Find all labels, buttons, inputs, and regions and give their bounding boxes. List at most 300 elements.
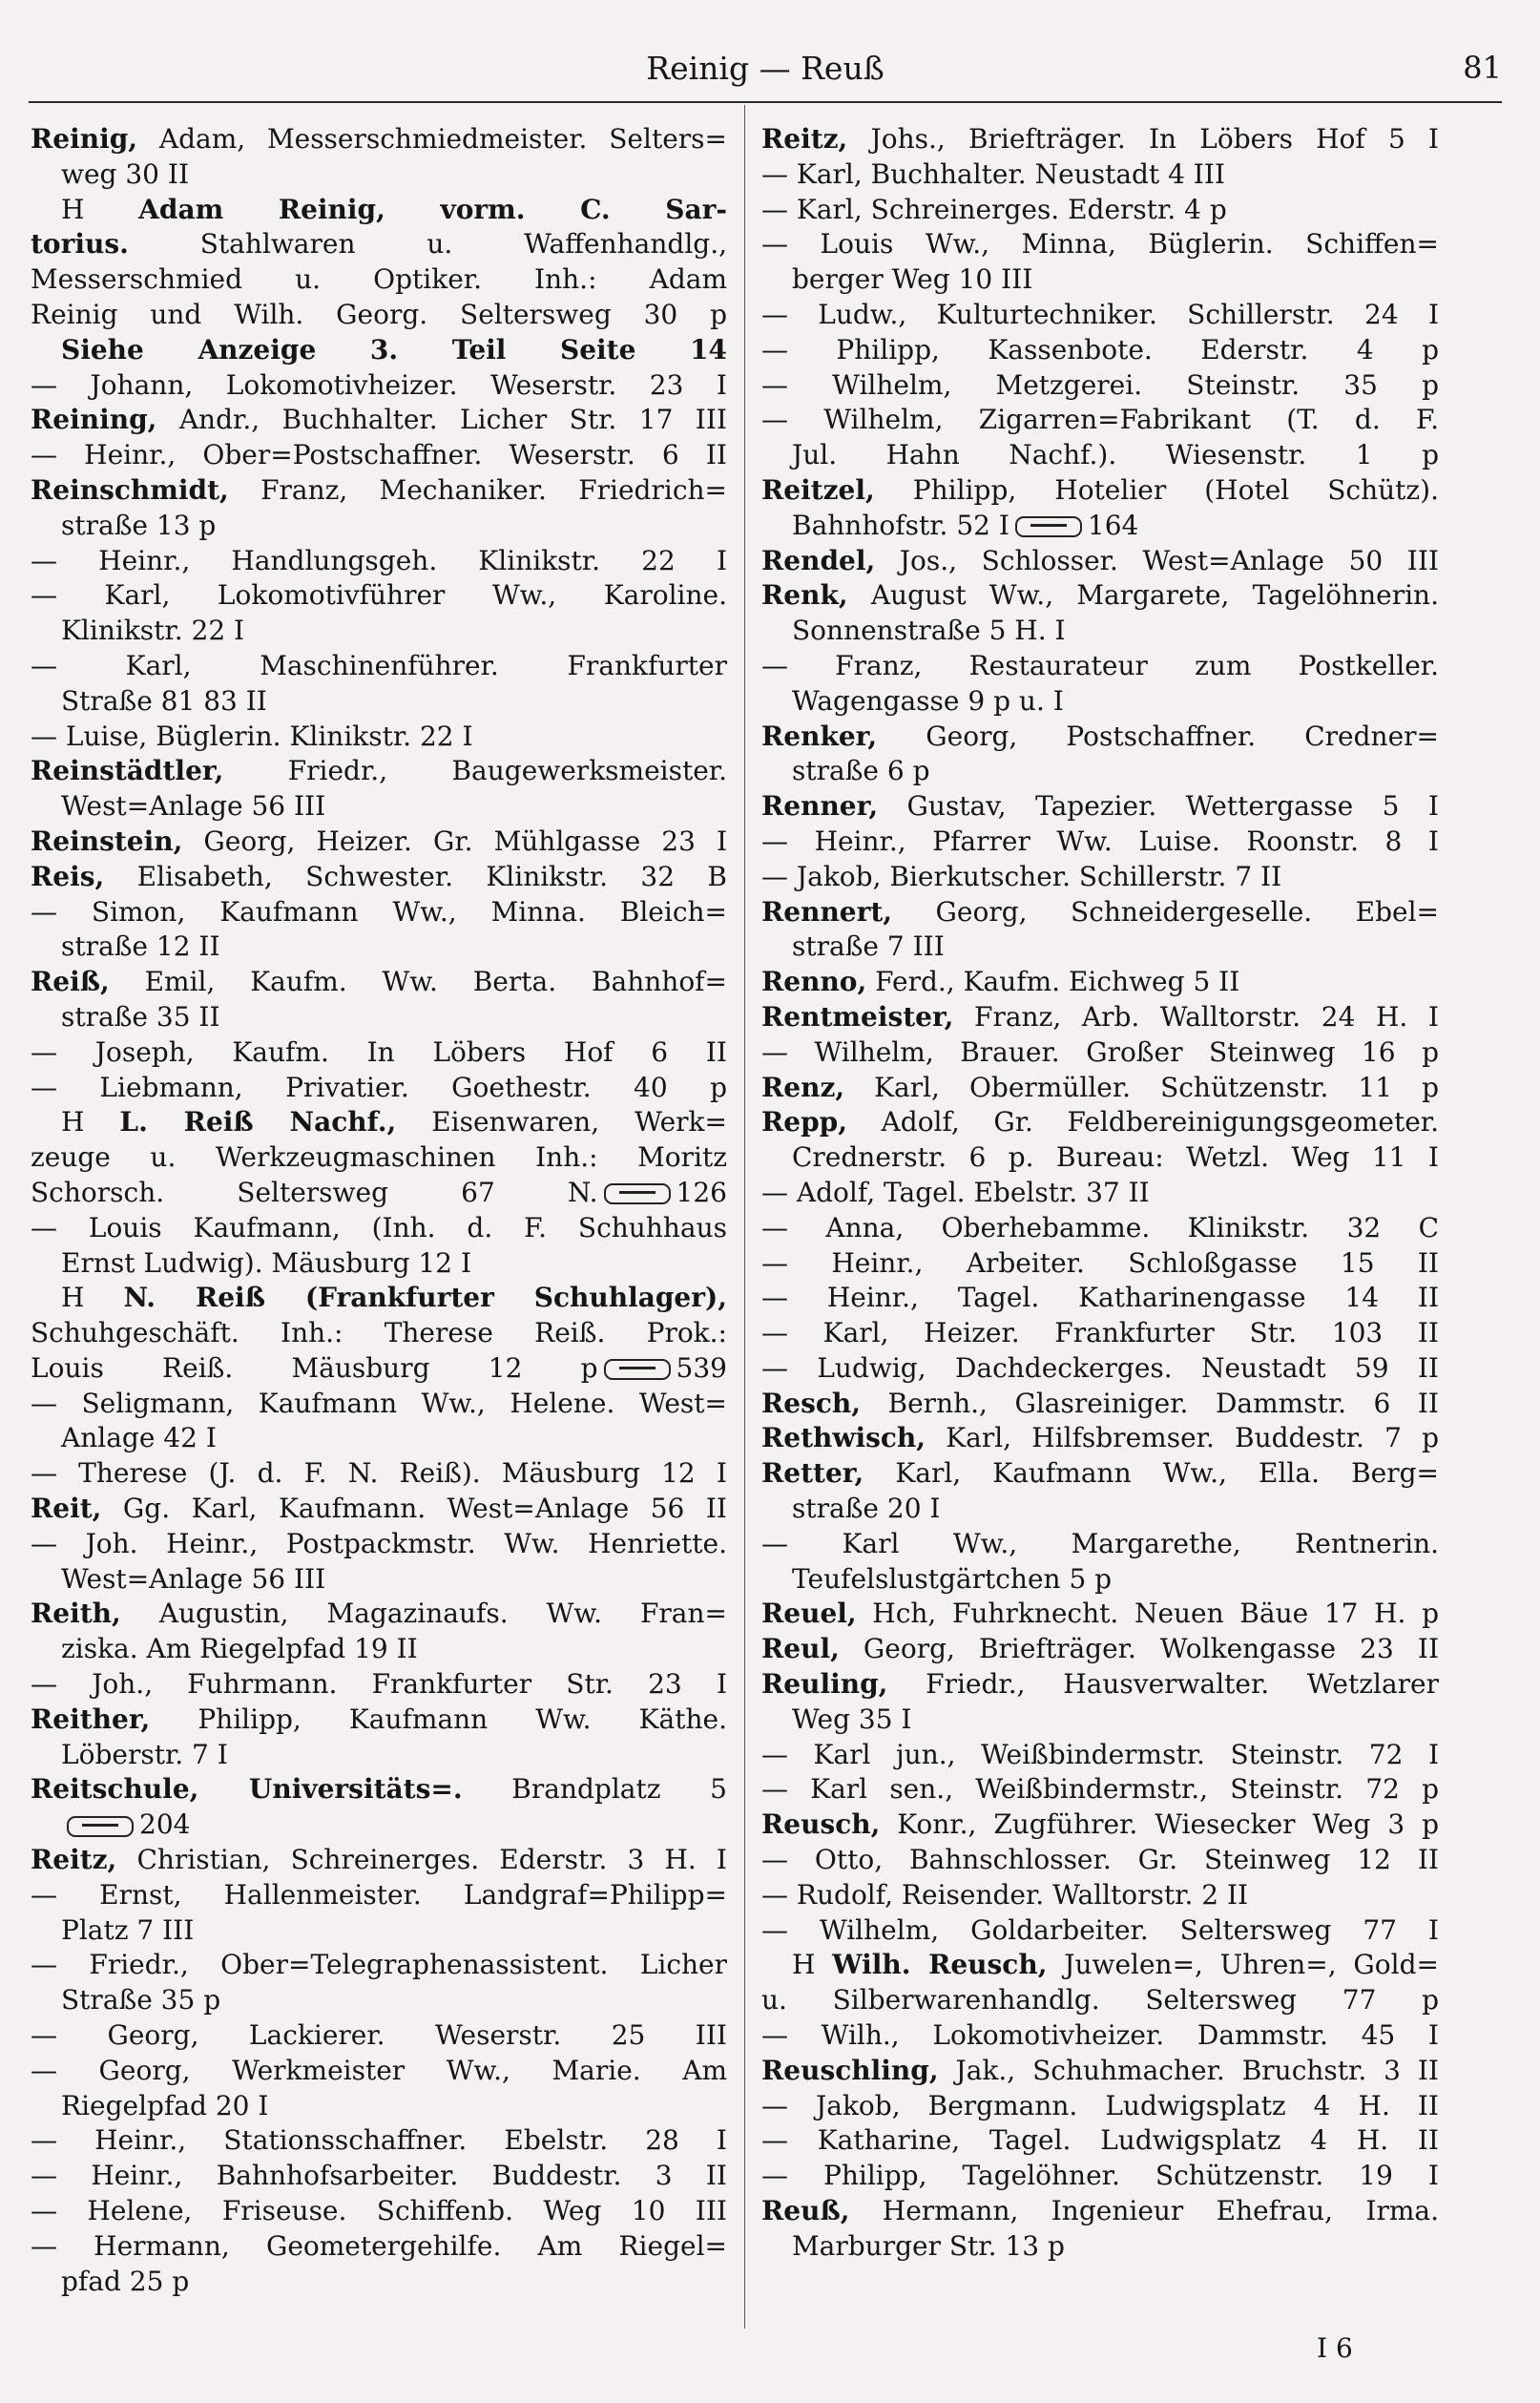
entry-text: — Jakob, Bierkutscher. Schillerstr. 7 II bbox=[761, 860, 1282, 892]
entry-text: Platz 7 III bbox=[61, 1913, 195, 1946]
entry-text: — Joh., Fuhrmann. Frankfurter Str. 23 I bbox=[31, 1668, 727, 1701]
directory-line bbox=[761, 262, 1439, 298]
directory-line bbox=[31, 1878, 727, 1913]
entry-text: — Friedr., Ober=Telegraphenassistent. Licher bbox=[31, 1949, 727, 1981]
entry-surname: Repp, bbox=[761, 1106, 847, 1139]
directory-line bbox=[31, 1387, 727, 1422]
entry-text: West=Anlage 56 III bbox=[61, 1562, 326, 1595]
entry-text: Marburger Str. 13 p bbox=[792, 2229, 1065, 2262]
entry-text: Brandplatz 5 bbox=[462, 1773, 727, 1806]
entry-text: — Anna, Oberhebamme. Klinikstr. 32 C bbox=[761, 1211, 1439, 1243]
directory-line bbox=[31, 1351, 727, 1387]
entry-text: Hch, Fuhrknecht. Neuen Bäue 17 H. p bbox=[856, 1598, 1439, 1630]
directory-line bbox=[761, 1281, 1439, 1316]
entry-text: — Adolf, Tagel. Ebelstr. 37 II bbox=[761, 1176, 1150, 1208]
entry-surname: Reuling, bbox=[761, 1668, 888, 1701]
directory-line bbox=[761, 1597, 1439, 1632]
directory-line bbox=[31, 473, 727, 509]
directory-line bbox=[31, 1071, 727, 1106]
entry-text: Schorsch. Seltersweg 67 N. bbox=[31, 1176, 598, 1208]
directory-line bbox=[761, 1772, 1439, 1807]
directory-line bbox=[761, 1703, 1439, 1738]
entry-text: Gg. Karl, Kaufmann. West=Anlage 56 II bbox=[101, 1493, 727, 1525]
entry-text: — Georg, Lackierer. Weserstr. 25 III bbox=[31, 2019, 727, 2052]
entry-surname: Rendel, bbox=[761, 544, 876, 576]
entry-text: — Wilh., Lokomotivheizer. Dammstr. 45 I bbox=[761, 2019, 1439, 2052]
directory-line bbox=[761, 122, 1439, 157]
entry-surname: Reitzel, bbox=[761, 473, 875, 506]
directory-line bbox=[761, 2089, 1439, 2124]
entry-text: Riegelpfad 20 I bbox=[61, 2089, 269, 2121]
entry-surname: Renner, bbox=[761, 790, 879, 823]
directory-line bbox=[761, 298, 1439, 333]
directory-line bbox=[31, 1667, 727, 1703]
entry-surname: Wilh. Reusch, bbox=[832, 1949, 1048, 1981]
entry-text: Klinikstr. 22 I bbox=[61, 615, 245, 647]
directory-line bbox=[31, 649, 727, 684]
entry-text: Schuhgeschäft. Inh.: Therese Reiß. Prok.: bbox=[31, 1317, 727, 1349]
entry-text: Gustav, Tapezier. Wettergasse 5 I bbox=[878, 790, 1439, 823]
entry-surname: Rennert, bbox=[761, 895, 893, 928]
entry-text: 126 bbox=[676, 1176, 727, 1208]
directory-line bbox=[31, 368, 727, 404]
directory-line bbox=[31, 789, 727, 825]
entry-surname: Reitz, bbox=[761, 123, 848, 155]
entry-surname: Reither, bbox=[31, 1703, 151, 1735]
telephone-icon bbox=[604, 1183, 671, 1204]
entry-surname: Reith, bbox=[31, 1598, 121, 1630]
directory-line bbox=[31, 825, 727, 860]
entry-text: straße 35 II bbox=[61, 1000, 220, 1033]
entry-text: — Luise, Büglerin. Klinikstr. 22 I bbox=[31, 720, 473, 752]
entry-text: Konr., Zugführer. Wiesecker Weg 3 p bbox=[880, 1808, 1439, 1841]
entry-text: Franz, Mechaniker. Friedrich= bbox=[228, 473, 727, 506]
running-head: Reinig — Reuß bbox=[646, 50, 884, 87]
entry-text: — Karl, Heizer. Frankfurter Str. 103 II bbox=[761, 1317, 1439, 1349]
directory-line bbox=[31, 2159, 727, 2194]
entry-text: Bahnhofstr. 52 I bbox=[792, 509, 1009, 541]
entry-text: — Heinr., Handlungsgeh. Klinikstr. 22 I bbox=[31, 544, 727, 576]
entry-text: zeuge u. Werkzeugmaschinen Inh.: Moritz bbox=[31, 1141, 727, 1174]
directory-line bbox=[761, 1843, 1439, 1878]
entry-text: — Simon, Kaufmann Ww., Minna. Bleich= bbox=[31, 895, 727, 928]
entry-text: — Philipp, Kassenbote. Ederstr. 4 p bbox=[761, 333, 1439, 366]
directory-line bbox=[31, 1281, 727, 1316]
entry-text: Friedr., Hausverwalter. Wetzlarer bbox=[887, 1668, 1439, 1701]
entry-text: Franz, Arb. Walltorstr. 24 H. I bbox=[953, 1000, 1439, 1033]
directory-line bbox=[761, 227, 1439, 262]
entry-text: — Heinr., Stationsschaffner. Ebelstr. 28 I bbox=[31, 2124, 727, 2157]
directory-line bbox=[761, 544, 1439, 579]
directory-line bbox=[761, 438, 1439, 473]
entry-text: Friedr., Baugewerksmeister. bbox=[223, 755, 727, 787]
directory-line bbox=[761, 2123, 1439, 2159]
entry-surname: Reiß, bbox=[31, 966, 110, 998]
entry-text: Crednerstr. 6 p. Bureau: Wetzl. Weg 11 I bbox=[792, 1141, 1439, 1174]
entry-text: Elisabeth, Schwester. Klinikstr. 32 B bbox=[104, 860, 727, 892]
directory-line bbox=[31, 1948, 727, 1983]
entry-text: Emil, Kaufm. Ww. Berta. Bahnhof= bbox=[109, 966, 727, 998]
entry-text: straße 20 I bbox=[792, 1493, 941, 1525]
entry-text: Adolf, Gr. Feldbereinigungsgeometer. bbox=[847, 1106, 1439, 1139]
entry-text: — Ludw., Kulturtechniker. Schillerstr. 24 I bbox=[761, 298, 1439, 330]
directory-line bbox=[761, 157, 1439, 193]
entry-text: Jul. Hahn Nachf.). Wiesenstr. 1 p bbox=[792, 439, 1439, 471]
directory-line bbox=[761, 473, 1439, 509]
directory-line bbox=[31, 2054, 727, 2089]
entry-text: Straße 35 p bbox=[61, 1984, 221, 2016]
directory-line bbox=[761, 1983, 1439, 2018]
entry-text: — Wilhelm, Brauer. Großer Steinweg 16 p bbox=[761, 1035, 1439, 1068]
directory-line bbox=[761, 193, 1439, 228]
entry-text: Jak., Schuhmacher. Bruchstr. 3 II bbox=[938, 2054, 1439, 2086]
entry-text: — Karl, Buchhalter. Neustadt 4 III bbox=[761, 157, 1225, 190]
directory-line bbox=[761, 720, 1439, 755]
entry-surname: Reis, bbox=[31, 860, 105, 892]
entry-text: Karl, Hilfsbremser. Buddestr. 7 p bbox=[926, 1422, 1439, 1454]
entry-text: — Louis Ww., Minna, Büglerin. Schiffen= bbox=[761, 228, 1439, 261]
directory-line bbox=[761, 1246, 1439, 1282]
directory-line bbox=[761, 895, 1439, 930]
entry-text: — Franz, Restaurateur zum Postkeller. bbox=[761, 649, 1439, 681]
entry-text: Anlage 42 I bbox=[61, 1422, 217, 1454]
entry-text: — Heinr., Ober=Postschaffner. Weserstr. 6 II bbox=[31, 439, 727, 471]
directory-line bbox=[761, 1071, 1439, 1106]
signature-mark: I 6 bbox=[1317, 2332, 1353, 2364]
directory-line bbox=[761, 930, 1439, 965]
entry-text: H bbox=[61, 193, 139, 225]
entry-surname: Reitz, bbox=[31, 1844, 117, 1876]
entry-surname: Reining, bbox=[31, 404, 157, 436]
directory-line bbox=[31, 2265, 727, 2300]
entry-text: — Karl sen., Weißbindermstr., Steinstr. 72 p bbox=[761, 1773, 1439, 1806]
entry-surname: Renk, bbox=[761, 579, 848, 612]
entry-text: Augustin, Magazinaufs. Ww. Fran= bbox=[120, 1598, 727, 1630]
entry-text: Weg 35 I bbox=[792, 1703, 912, 1735]
directory-line bbox=[761, 825, 1439, 860]
entry-text: Philipp, Hotelier (Hotel Schütz). bbox=[874, 473, 1439, 506]
directory-line bbox=[31, 544, 727, 579]
entry-text: Georg, Briefträger. Wolkengasse 23 II bbox=[839, 1633, 1439, 1665]
entry-text: — Joseph, Kaufm. In Löbers Hof 6 II bbox=[31, 1035, 727, 1068]
directory-line bbox=[761, 614, 1439, 649]
entry-text: H bbox=[792, 1949, 833, 1981]
entry-text: — Otto, Bahnschlosser. Gr. Steinweg 12 II bbox=[761, 1844, 1439, 1876]
entry-text: pfad 25 p bbox=[61, 2265, 190, 2297]
directory-line bbox=[761, 1176, 1439, 1211]
entry-text: Bernh., Glasreiniger. Dammstr. 6 II bbox=[861, 1387, 1439, 1419]
directory-line bbox=[31, 2123, 727, 2159]
directory-line bbox=[31, 754, 727, 789]
entry-surname: Retter, bbox=[761, 1457, 864, 1490]
directory-line bbox=[31, 2229, 727, 2265]
entry-text: — Louis Kaufmann, (Inh. d. F. Schuhhaus bbox=[31, 1211, 727, 1243]
directory-line bbox=[31, 2194, 727, 2229]
directory-line bbox=[761, 1000, 1439, 1035]
entry-surname: Reuschling, bbox=[761, 2054, 939, 2086]
entry-text: — Ludwig, Dachdeckerges. Neustadt 59 II bbox=[761, 1351, 1439, 1384]
entry-surname: Adam Reinig, vorm. C. Sar- bbox=[138, 193, 727, 225]
entry-text: Teufelslustgärtchen 5 p bbox=[792, 1562, 1113, 1595]
directory-line bbox=[31, 965, 727, 1000]
entry-surname: Reinig, bbox=[31, 123, 138, 155]
directory-line bbox=[31, 262, 727, 298]
directory-line bbox=[31, 1421, 727, 1456]
entry-text: — Karl, Schreinerges. Ederstr. 4 p bbox=[761, 193, 1227, 225]
directory-line bbox=[761, 1878, 1439, 1913]
entry-text: Straße 81 83 II bbox=[61, 684, 267, 717]
directory-line bbox=[31, 1140, 727, 1176]
entry-text: u. Silberwarenhandlg. Seltersweg 77 p bbox=[761, 1984, 1439, 2016]
telephone-icon bbox=[1015, 516, 1082, 537]
directory-line bbox=[761, 1140, 1439, 1176]
column-divider bbox=[744, 105, 745, 2329]
entry-text: Georg, Heizer. Gr. Mühlgasse 23 I bbox=[182, 825, 727, 857]
directory-line bbox=[761, 1105, 1439, 1140]
entry-text: — Wilhelm, Metzgerei. Steinstr. 35 p bbox=[761, 368, 1439, 401]
directory-line bbox=[31, 1703, 727, 1738]
directory-line bbox=[761, 1913, 1439, 1949]
entry-surname: Reinstein, bbox=[31, 825, 183, 857]
entry-surname: Reit, bbox=[31, 1493, 102, 1525]
directory-line bbox=[761, 789, 1439, 825]
entry-text: — Seligmann, Kaufmann Ww., Helene. West= bbox=[31, 1387, 727, 1419]
entry-surname: Rethwisch, bbox=[761, 1422, 926, 1454]
entry-surname: Siehe Anzeige 3. Teil Seite 14 bbox=[61, 333, 727, 366]
entry-text: weg 30 II bbox=[61, 157, 190, 190]
entry-text: Wagengasse 9 p u. I bbox=[792, 684, 1064, 717]
directory-line bbox=[31, 438, 727, 473]
directory-line bbox=[31, 1176, 727, 1211]
directory-line bbox=[761, 684, 1439, 720]
entry-text: — Helene, Friseuse. Schiffenb. Weg 10 III bbox=[31, 2195, 727, 2227]
directory-line bbox=[31, 1913, 727, 1949]
directory-line bbox=[31, 1738, 727, 1773]
directory-line bbox=[761, 2159, 1439, 2194]
entry-text: — Philipp, Tagelöhner. Schützenstr. 19 I bbox=[761, 2160, 1439, 2192]
directory-line bbox=[761, 368, 1439, 404]
directory-line bbox=[761, 403, 1439, 438]
entry-surname: Reusch, bbox=[761, 1808, 881, 1841]
entry-text: Jos., Schlosser. West=Anlage 50 III bbox=[875, 544, 1439, 576]
directory-line bbox=[31, 1597, 727, 1632]
directory-line bbox=[31, 1562, 727, 1598]
entry-text: Andr., Buchhalter. Licher Str. 17 III bbox=[156, 404, 727, 436]
right-column bbox=[761, 122, 1439, 2265]
directory-line bbox=[761, 1456, 1439, 1492]
directory-line bbox=[31, 1843, 727, 1878]
entry-text: Stahlwaren u. Waffenhandlg., bbox=[128, 228, 727, 261]
entry-text: 539 bbox=[676, 1351, 727, 1384]
directory-line bbox=[761, 649, 1439, 684]
entry-text: Karl, Obermüller. Schützenstr. 11 p bbox=[844, 1071, 1439, 1103]
directory-line bbox=[31, 1983, 727, 2018]
directory-line bbox=[761, 1667, 1439, 1703]
directory-line bbox=[31, 1492, 727, 1527]
entry-text: Hermann, Ingenieur Ehefrau, Irma. bbox=[849, 2195, 1439, 2227]
entry-surname: Reitschule, Universitäts=. bbox=[31, 1773, 463, 1806]
entry-text: Johs., Briefträger. In Löbers Hof 5 I bbox=[847, 123, 1439, 155]
directory-line bbox=[31, 895, 727, 930]
directory-line bbox=[31, 509, 727, 544]
entry-text: berger Weg 10 III bbox=[792, 263, 1033, 296]
entry-surname: Renker, bbox=[761, 720, 878, 752]
entry-text: Karl, Kaufmann Ww., Ella. Berg= bbox=[864, 1457, 1439, 1490]
directory-line bbox=[761, 333, 1439, 368]
directory-line bbox=[761, 1562, 1439, 1598]
entry-text: Philipp, Kaufmann Ww. Käthe. bbox=[150, 1703, 727, 1735]
entry-text: straße 12 II bbox=[61, 930, 220, 963]
entry-text: Louis Reiß. Mäusburg 12 p bbox=[31, 1351, 598, 1384]
entry-surname: Resch, bbox=[761, 1387, 862, 1419]
directory-line bbox=[31, 1105, 727, 1140]
entry-text: — Karl jun., Weißbindermstr. Steinstr. 72 I bbox=[761, 1738, 1439, 1770]
directory-line bbox=[761, 1807, 1439, 1843]
directory-line bbox=[761, 1492, 1439, 1527]
directory-line bbox=[31, 930, 727, 965]
entry-text: Ferd., Kaufm. Eichweg 5 II bbox=[866, 966, 1240, 998]
telephone-icon bbox=[604, 1359, 671, 1380]
directory-line bbox=[31, 1000, 727, 1035]
directory-line bbox=[761, 2054, 1439, 2089]
directory-line bbox=[31, 578, 727, 614]
directory-line bbox=[31, 193, 727, 228]
directory-line bbox=[761, 1738, 1439, 1773]
entry-text: Sonnenstraße 5 H. I bbox=[792, 615, 1066, 647]
page-header bbox=[29, 50, 1502, 97]
directory-line bbox=[761, 860, 1439, 895]
directory-line bbox=[761, 1527, 1439, 1562]
directory-line bbox=[761, 1421, 1439, 1456]
directory-line bbox=[31, 122, 727, 157]
entry-text: — Heinr., Tagel. Katharinengasse 14 II bbox=[761, 1282, 1439, 1314]
entry-text: — Heinr., Bahnhofsarbeiter. Buddestr. 3 II bbox=[31, 2160, 727, 2192]
entry-surname: Rentmeister, bbox=[761, 1000, 954, 1033]
directory-line bbox=[31, 1456, 727, 1492]
directory-line bbox=[31, 403, 727, 438]
directory-line bbox=[761, 578, 1439, 614]
directory-line bbox=[31, 1316, 727, 1351]
entry-surname: Reuel, bbox=[761, 1598, 857, 1630]
entry-text: Ernst Ludwig). Mäusburg 12 I bbox=[61, 1246, 472, 1279]
entry-surname: Reuß, bbox=[761, 2195, 850, 2227]
entry-text: — Jakob, Bergmann. Ludwigsplatz 4 H. II bbox=[761, 2089, 1439, 2121]
directory-line bbox=[31, 157, 727, 193]
entry-text: Reinig und Wilh. Georg. Seltersweg 30 p bbox=[31, 298, 727, 330]
directory-line bbox=[31, 1772, 727, 1807]
entry-text: — Hermann, Geometergehilfe. Am Riegel= bbox=[31, 2229, 727, 2262]
entry-text: Löberstr. 7 I bbox=[61, 1738, 228, 1770]
header-rule bbox=[29, 101, 1502, 103]
directory-line bbox=[31, 720, 727, 755]
entry-text: — Liebmann, Privatier. Goethestr. 40 p bbox=[31, 1071, 727, 1103]
entry-text: Georg, Schneidergeselle. Ebel= bbox=[892, 895, 1439, 928]
directory-line bbox=[31, 614, 727, 649]
entry-text: 204 bbox=[139, 1808, 191, 1841]
entry-text: Messerschmied u. Optiker. Inh.: Adam bbox=[31, 263, 727, 296]
entry-text: straße 13 p bbox=[61, 509, 217, 541]
directory-line bbox=[31, 1632, 727, 1667]
entry-text: — Therese (J. d. F. N. Reiß). Mäusburg 12 I bbox=[31, 1457, 727, 1490]
entry-text: West=Anlage 56 III bbox=[61, 790, 326, 823]
directory-line bbox=[761, 754, 1439, 789]
directory-line bbox=[31, 227, 727, 262]
page-number: 81 bbox=[1463, 50, 1502, 86]
entry-text: — Johann, Lokomotivheizer. Weserstr. 23 I bbox=[31, 368, 727, 401]
entry-text: — Georg, Werkmeister Ww., Marie. Am bbox=[31, 2054, 727, 2086]
entry-text: — Joh. Heinr., Postpackmstr. Ww. Henriette. bbox=[31, 1527, 727, 1559]
directory-line bbox=[761, 509, 1439, 544]
entry-text: Christian, Schreinerges. Ederstr. 3 H. I bbox=[116, 1844, 727, 1876]
entry-text: Adam, Messerschmiedmeister. Selters= bbox=[137, 123, 727, 155]
entry-text: — Ernst, Hallenmeister. Landgraf=Philipp= bbox=[31, 1878, 727, 1911]
directory-line bbox=[31, 1807, 727, 1843]
entry-text: — Katharine, Tagel. Ludwigsplatz 4 H. II bbox=[761, 2124, 1439, 2157]
entry-surname: L. Reiß Nachf., bbox=[119, 1106, 397, 1139]
entry-text: — Heinr., Arbeiter. Schloßgasse 15 II bbox=[761, 1246, 1439, 1279]
entry-surname: Reul, bbox=[761, 1633, 840, 1665]
entry-text: Georg, Postschaffner. Credner= bbox=[877, 720, 1439, 752]
entry-text: — Karl Ww., Margarethe, Rentnerin. bbox=[761, 1527, 1439, 1559]
directory-line bbox=[761, 2194, 1439, 2229]
entry-text: — Wilhelm, Zigarren=Fabrikant (T. d. F. bbox=[761, 404, 1439, 436]
directory-line bbox=[31, 2089, 727, 2124]
entry-surname: torius. bbox=[31, 228, 129, 261]
directory-line bbox=[31, 1527, 727, 1562]
directory-line bbox=[31, 684, 727, 720]
directory-line bbox=[761, 1035, 1439, 1071]
telephone-icon bbox=[67, 1816, 134, 1837]
entry-text: — Wilhelm, Goldarbeiter. Seltersweg 77 I bbox=[761, 1913, 1439, 1946]
directory-line bbox=[761, 2229, 1439, 2265]
directory-line bbox=[761, 1211, 1439, 1246]
directory-line bbox=[761, 1316, 1439, 1351]
entry-text: — Karl, Lokomotivführer Ww., Karoline. bbox=[31, 579, 727, 612]
entry-text: H bbox=[61, 1282, 124, 1314]
entry-surname: Renz, bbox=[761, 1071, 845, 1103]
entry-text: 164 bbox=[1087, 509, 1139, 541]
directory-line bbox=[761, 2018, 1439, 2054]
entry-surname: Reinstädtler, bbox=[31, 755, 224, 787]
directory-line bbox=[761, 965, 1439, 1000]
entry-text: straße 7 III bbox=[792, 930, 945, 963]
directory-line bbox=[31, 298, 727, 333]
directory-line bbox=[761, 1948, 1439, 1983]
entry-text: — Heinr., Pfarrer Ww. Luise. Roonstr. 8 I bbox=[761, 825, 1439, 857]
entry-surname: Reinschmidt, bbox=[31, 473, 229, 506]
directory-line bbox=[761, 1387, 1439, 1422]
left-column bbox=[31, 122, 727, 2299]
entry-text: Eisenwaren, Werk= bbox=[396, 1106, 727, 1139]
entry-surname: Renno, bbox=[761, 966, 867, 998]
directory-line bbox=[31, 1246, 727, 1282]
directory-line bbox=[31, 860, 727, 895]
entry-surname: N. Reiß (Frankfurter Schuhlager), bbox=[123, 1282, 727, 1314]
directory-line bbox=[31, 333, 727, 368]
directory-line bbox=[31, 1035, 727, 1071]
entry-text: August Ww., Margarete, Tagelöhnerin. bbox=[847, 579, 1439, 612]
directory-line bbox=[761, 1351, 1439, 1387]
entry-text: — Rudolf, Reisender. Walltorstr. 2 II bbox=[761, 1878, 1249, 1911]
directory-line bbox=[31, 2018, 727, 2054]
entry-text: ziska. Am Riegelpfad 19 II bbox=[61, 1633, 418, 1665]
directory-line bbox=[761, 1632, 1439, 1667]
entry-text: Juwelen=, Uhren=, Gold= bbox=[1047, 1949, 1439, 1981]
entry-text: straße 6 p bbox=[792, 755, 930, 787]
directory-line bbox=[31, 1211, 727, 1246]
entry-text: — Karl, Maschinenführer. Frankfurter bbox=[31, 649, 727, 681]
entry-text: H bbox=[61, 1106, 120, 1139]
